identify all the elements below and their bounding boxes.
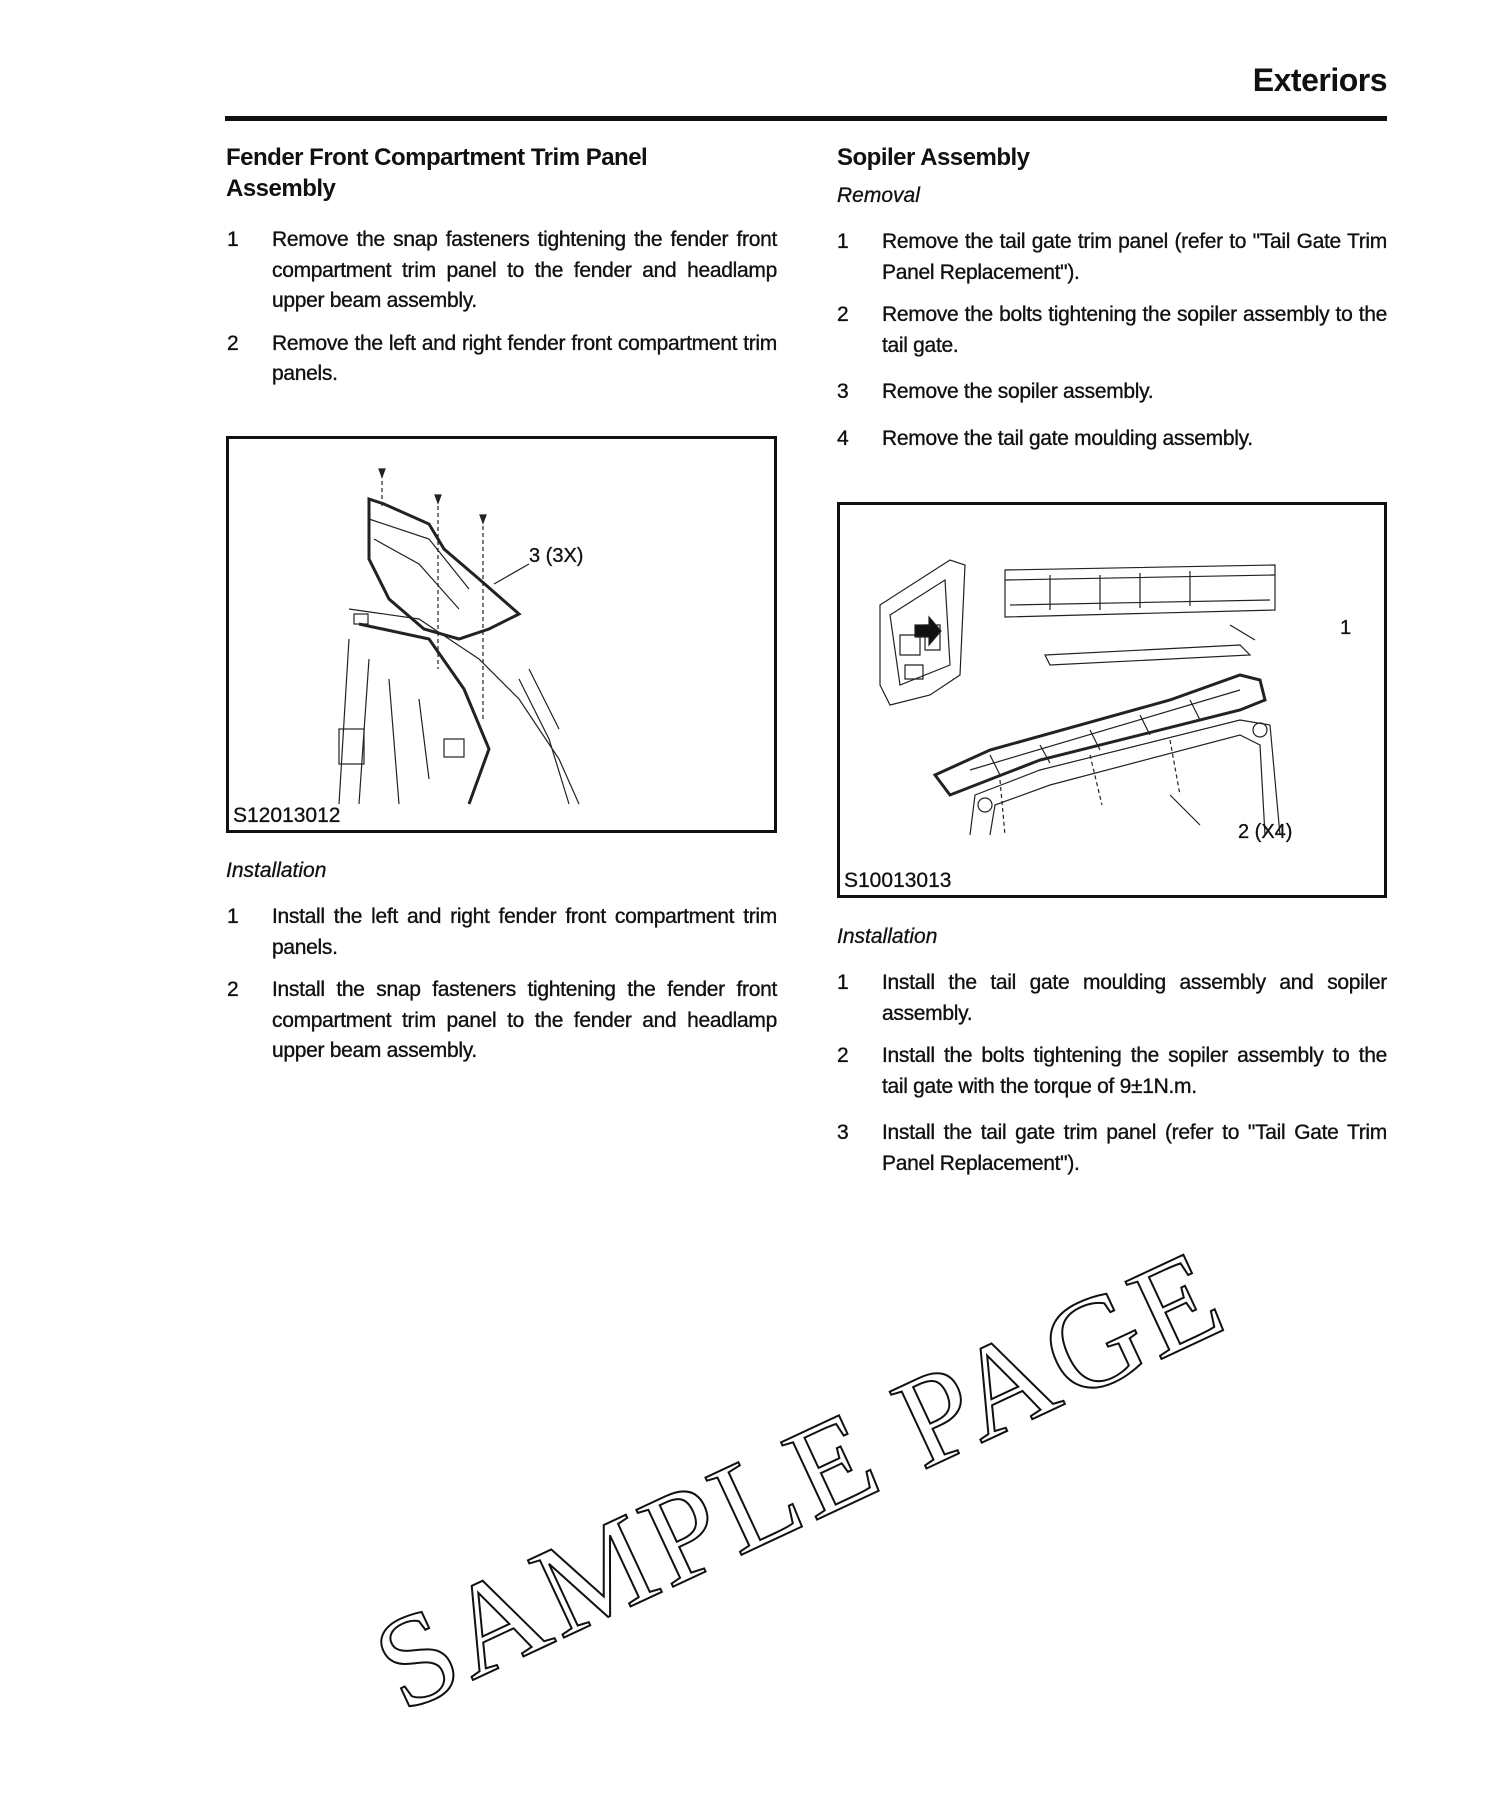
fender-trim-section-title: Fender Front Compartment Trim Panel Assembly xyxy=(226,144,648,202)
header-rule xyxy=(225,116,1387,121)
figure-fender-trim-panel xyxy=(226,436,777,833)
list-item: 1 Install the tail gate moulding assembly and sopiler assembly. xyxy=(837,971,1387,1025)
list-item: 1 Remove the tail gate trim panel (refer to "Tail Gate Trim Panel Replacement"). xyxy=(837,230,1387,284)
sopiler-installation-heading: Installation xyxy=(837,925,938,948)
sopiler-installation-steps xyxy=(837,968,1387,1179)
fender-trim-illustration xyxy=(229,439,774,830)
page-section-title: Exteriors xyxy=(1252,62,1387,98)
fastener-callout: 3 (3X) xyxy=(529,545,584,567)
figure-code: S10013013 xyxy=(844,869,952,892)
sopiler-removal-steps xyxy=(837,227,1387,454)
figure-sopiler-assembly xyxy=(837,502,1387,898)
fender-removal-steps xyxy=(227,225,777,390)
list-item: 2 Remove the left and right fender front compartment trim panels. xyxy=(227,331,777,385)
sopiler-removal-heading: Removal xyxy=(837,184,920,207)
list-item: 1 Install the left and right fender front compartment trim panels. xyxy=(227,905,777,959)
bolts-callout: 2 (X4) xyxy=(1238,821,1293,843)
list-item: 2 Install the bolts tightening the sopiler assembly to the tail gate with the torque of 9±1N.m. xyxy=(837,1044,1387,1098)
list-item: 2 Install the snap fasteners tightening the fender front compartment trim panel to the fender and headlamp upper beam assembly. xyxy=(227,978,777,1062)
fender-installation-heading: Installation xyxy=(226,859,327,882)
sopiler-section-title: Sopiler Assembly xyxy=(837,144,1030,171)
list-item: 4 Remove the tail gate moulding assembly. xyxy=(837,426,1253,450)
list-item: 3 Install the tail gate trim panel (refer to "Tail Gate Trim Panel Replacement"). xyxy=(837,1121,1387,1175)
list-item: 3 Remove the sopiler assembly. xyxy=(837,380,1154,403)
list-item: 2 Remove the bolts tightening the sopiler assembly to the tail gate. xyxy=(837,303,1387,357)
sopiler-callout: 1 xyxy=(1340,617,1352,639)
sample-page-watermark: SAMPLE PAGE xyxy=(354,1220,1246,1740)
figure-code: S12013012 xyxy=(233,804,341,827)
list-item: 1 Remove the snap fasteners tightening the fender front compartment trim panel to the fender and headlamp upper beam assembly. xyxy=(227,228,777,312)
fender-installation-steps xyxy=(227,902,777,1067)
sopiler-illustration xyxy=(840,505,1384,895)
